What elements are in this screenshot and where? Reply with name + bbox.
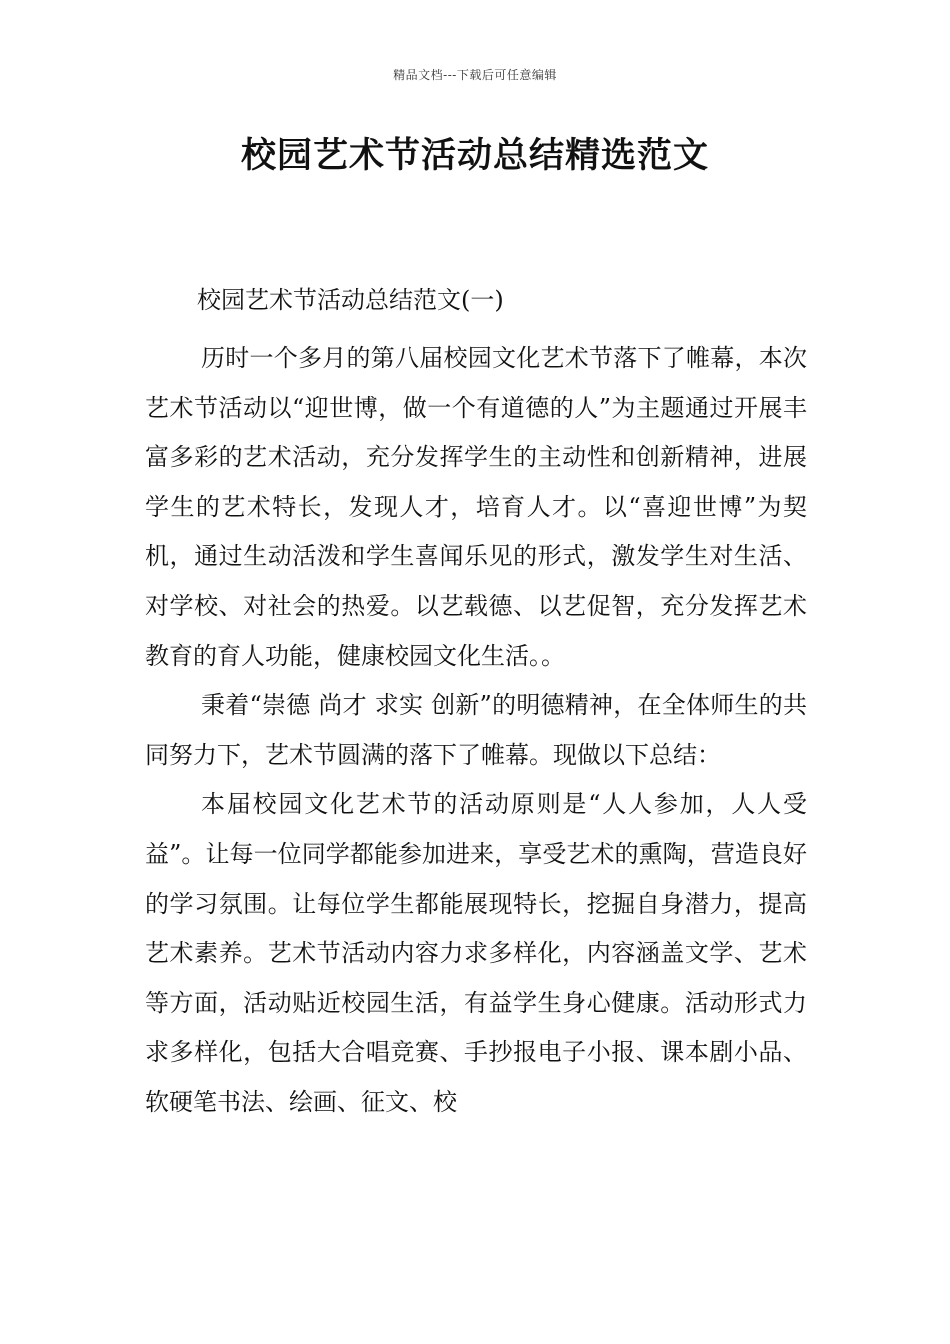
document-body bbox=[145, 282, 807, 1128]
paragraph-3: 本届校园文化艺术节的活动原则是“人人参加，人人受益”。让每一位同学都能参加进来，享受艺术的熏陶，营造良好的学习氛围。让每位学生都能展现特长，挖掘自身潜力，提高艺术素养。艺术节活动内容力求多样化，内容涵盖文学、艺术等方面，活动贴近校园生活，有益学生身心健康。活动形式力求多样化，包括大合唱竞赛、手抄报电子小报、课本剧小品、软硬笔书法、绘画、征文、校 bbox=[145, 790, 807, 1116]
paragraph-2: 秉着“崇德 尚才 求实 创新”的明德精神，在全体师生的共同努力下，艺术节圆满的落下了帷幕。现做以下总结： bbox=[145, 691, 807, 769]
page-header-note: 精品文档---下载后可任意编辑 bbox=[393, 68, 557, 82]
section-heading: 校园艺术节活动总结范文(一) bbox=[197, 286, 504, 314]
document-title: 校园艺术节活动总结精选范文 bbox=[240, 136, 709, 176]
paragraph-1: 历时一个多月的第八届校园文化艺术节落下了帷幕，本次艺术节活动以“迎世博，做一个有道德的人”为主题通过开展丰富多彩的艺术活动，充分发挥学生的主动性和创新精神，进展学生的艺术特长，发现人才，培育人才。以“喜迎世博”为契机，通过生动活泼和学生喜闻乐见的形式，激发学生对生活、对学校、对社会的热爱。以艺载德、以艺促智，充分发挥艺术教育的育人功能，健康校园文化生活。。 bbox=[145, 344, 807, 670]
